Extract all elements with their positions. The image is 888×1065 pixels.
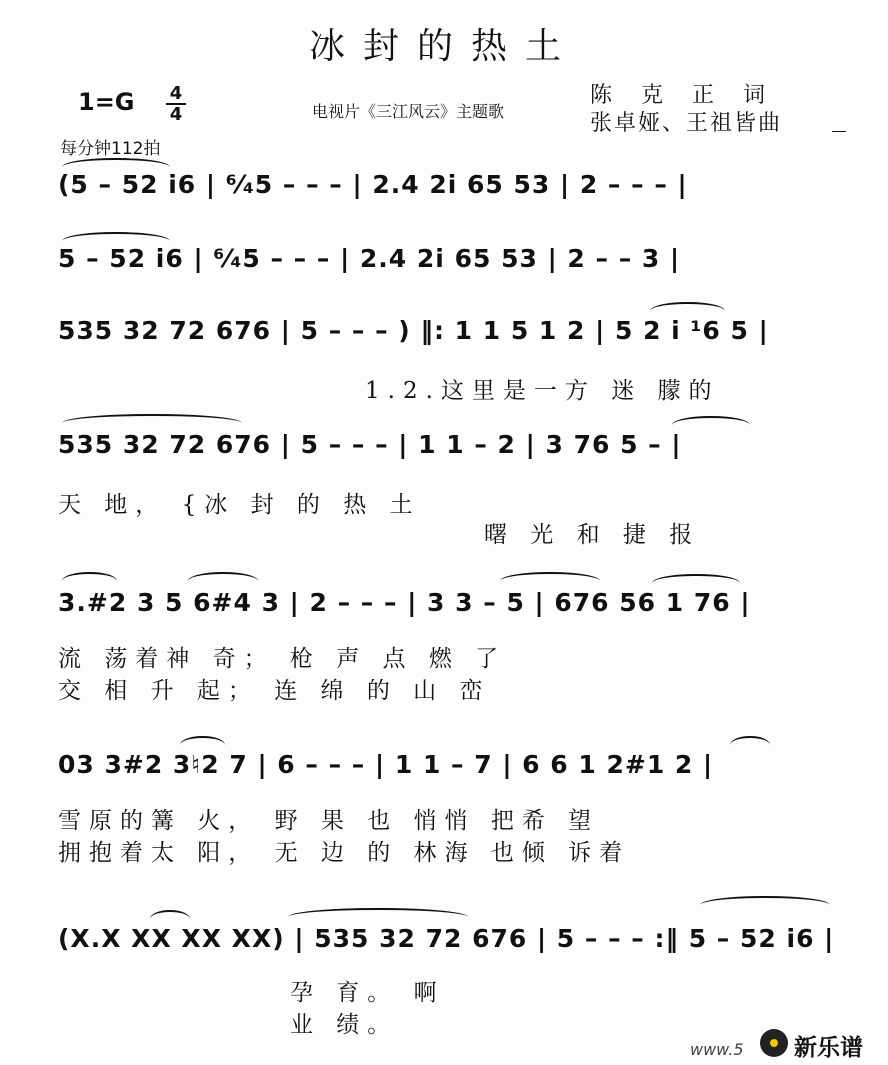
key-signature: 1=G [78,88,135,116]
notation-line: 03 3#2 3♮2 7 | 6 – – – | 1 1 – 7 | 6 6 1 2#1 2 | [58,750,714,779]
lyric-line-2: 交 相 升 起； 连 绵 的 山 峦 [58,678,491,704]
score-row-6 [0,750,888,866]
notation-line: (X.X XX XX XX) | 535 32 72 676 | 5 – – – :‖ 5 – 52 i6 | [58,924,835,953]
notation-line: 535 32 72 676 | 5 – – – | 1 1 – 2 | 3 76 5 – | [58,430,682,459]
record-disc-icon [760,1029,788,1057]
watermark-url: www.5 [690,1040,744,1059]
lyricist-credit: 陈克正词 [590,83,795,108]
logo-text: 新乐谱 [794,1035,863,1061]
score-row-5 [0,588,888,704]
lyric-line-1: 天 地， {冰 封 的 热 土 [58,492,421,518]
credit-rule [832,131,846,132]
notation-line: 5 – 52 i6 | ⁶⁄₄5 – – – | 2.4 2i 65 53 | 2 – – 3 | [58,244,681,273]
score-row-3 [0,316,888,404]
site-logo [760,1025,880,1061]
subtitle: 电视片《三江风云》主题歌 [312,102,505,121]
slur [700,896,830,914]
slur [672,416,750,434]
notation-line: 535 32 72 676 | 5 – – – ) ‖: 1 1 5 1 2 | 5 2 i ¹6 5 | [58,316,769,345]
lyric-line-1: 流 荡着神 奇； 枪 声 点 燃 了 [58,646,507,672]
score-row-7 [0,924,888,1038]
lyric-line-1: 雪原的篝 火， 野 果 也 悄悄 把希 望 [58,808,600,834]
meter-top: 4 [166,84,186,105]
lyric-line-2: 曙 光 和 捷 报 [484,522,701,548]
lyric-line-2: 拥抱着太 阳， 无 边 的 林海 也倾 诉着 [58,840,631,866]
page-title: 冰封的热土 [308,26,579,67]
lyric-line-1: 1.2.这里是一方 迷 朦的 [365,378,720,404]
slur [730,736,770,754]
tempo-marking: 每分钟112拍 [60,139,161,159]
lyric-line-1: 孕 育。 啊 [290,980,445,1006]
score-row-4 [0,430,888,548]
notation-line: (5 – 52 i6 | ⁶⁄₄5 – – – | 2.4 2i 65 53 | 2 – – – | [58,170,688,199]
composer-credit: 张卓娅、王祖皆曲 [590,111,783,136]
notation-line: 3.#2 3 5 6#4 3 | 2 – – – | 3 3 – 5 | 676 56 1 76 | [58,588,751,617]
meter-bottom: 4 [169,104,183,125]
time-signature [166,84,186,124]
score-row-2 [0,244,888,324]
lyric-line-2: 业 绩。 [290,1012,399,1038]
